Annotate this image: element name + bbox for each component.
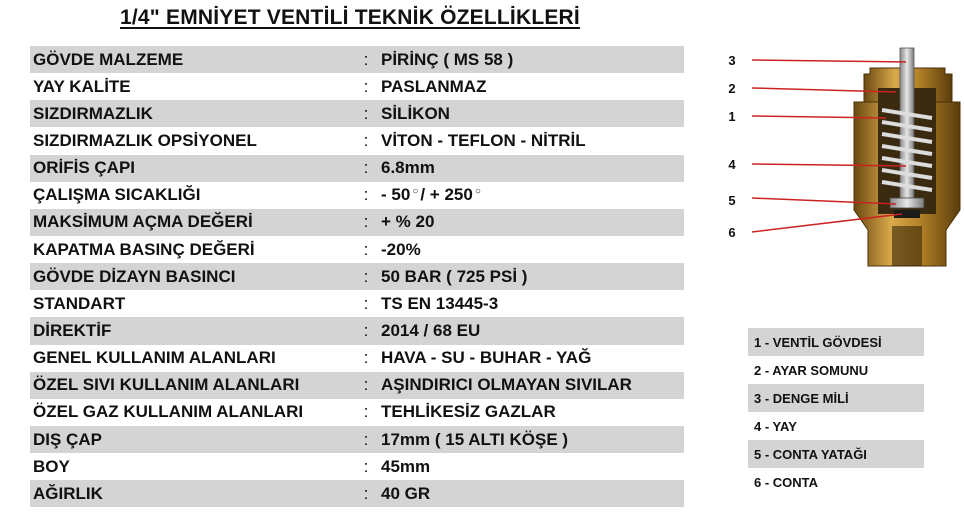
spec-label: STANDART: [33, 293, 126, 313]
spec-label: ÖZEL GAZ KULLANIM ALANLARI: [33, 402, 304, 422]
spec-row: [30, 345, 684, 372]
spec-separator: :: [363, 212, 369, 232]
spec-value: -20%: [381, 239, 421, 259]
valve-cutaway-diagram: [720, 40, 964, 280]
spec-separator: :: [363, 456, 369, 476]
temperature-max: / + 250: [420, 185, 473, 205]
spec-separator: :: [363, 266, 369, 286]
spec-separator: :: [363, 402, 369, 422]
spec-label: YAY KALİTE: [33, 76, 131, 96]
spec-row: [30, 480, 684, 507]
spec-separator: :: [363, 320, 369, 340]
spec-value: AŞINDIRICI OLMAYAN SIVILAR: [381, 375, 632, 395]
callout-label: 6: [728, 225, 736, 240]
spec-row: [30, 372, 684, 399]
spec-value: 50 BAR ( 725 PSİ ): [381, 266, 528, 286]
spec-row: [30, 236, 684, 263]
spec-row: [30, 100, 684, 127]
spec-value: 6.8mm: [381, 158, 435, 178]
spec-separator: :: [363, 76, 369, 96]
spec-label: ORİFİS ÇAPI: [33, 158, 136, 178]
spec-row: [30, 182, 684, 209]
degree-icon: ○: [412, 185, 419, 197]
callout-label: 3: [728, 53, 736, 68]
spec-separator: :: [363, 49, 369, 69]
spec-separator: :: [363, 293, 369, 313]
spec-value: TS EN 13445-3: [381, 293, 499, 313]
legend-item: 1 - VENTİL GÖVDESİ: [748, 328, 924, 356]
spec-label: ÇALIŞMA SICAKLIĞI: [33, 185, 201, 205]
spec-separator: :: [363, 185, 369, 205]
callout-label: 2: [728, 81, 736, 96]
spec-row: [30, 73, 684, 100]
temperature-min: - 50: [381, 185, 411, 205]
spec-row: [30, 426, 684, 453]
spec-value: SİLİKON: [381, 103, 450, 123]
spec-label: MAKSİMUM AÇMA DEĞERİ: [33, 212, 253, 232]
spec-separator: :: [363, 239, 369, 259]
spec-value: 17mm ( 15 ALTI KÖŞE ): [381, 429, 569, 449]
spec-value: VİTON - TEFLON - NİTRİL: [381, 130, 586, 150]
spec-label: BOY: [33, 456, 70, 476]
spec-value: 40 GR: [381, 483, 431, 503]
spec-label: GENEL KULLANIM ALANLARI: [33, 348, 276, 368]
spec-row: [30, 209, 684, 236]
spec-label: GÖVDE MALZEME: [33, 49, 184, 69]
spec-separator: :: [363, 429, 369, 449]
legend-item: 5 - CONTA YATAĞI: [748, 440, 924, 468]
legend-item: 4 - YAY: [748, 412, 924, 440]
spec-row: [30, 290, 684, 317]
legend-item: 6 - CONTA: [748, 468, 924, 496]
spec-label: ÖZEL SIVI KULLANIM ALANLARI: [33, 375, 300, 395]
degree-icon: ○: [474, 185, 481, 197]
spec-label: KAPATMA BASINÇ DEĞERİ: [33, 239, 255, 259]
spec-value: TEHLİKESİZ GAZLAR: [381, 402, 556, 422]
spec-row: [30, 263, 684, 290]
spec-row: [30, 127, 684, 154]
parts-legend: [748, 328, 924, 496]
callout-label: 5: [728, 193, 736, 208]
spec-row: [30, 453, 684, 480]
spec-value: 2014 / 68 EU: [381, 320, 481, 340]
callout-label: 1: [728, 109, 736, 124]
spec-value: 45mm: [381, 456, 431, 476]
spec-separator: :: [363, 483, 369, 503]
spec-value: HAVA - SU - BUHAR - YAĞ: [381, 348, 592, 368]
spec-row: [30, 399, 684, 426]
spec-row: [30, 46, 684, 73]
spec-label: DIŞ ÇAP: [33, 429, 102, 449]
spec-value: + % 20: [381, 212, 435, 232]
spec-value: PİRİNÇ ( MS 58 ): [381, 49, 514, 69]
page-title: 1/4" EMNİYET VENTİLİ TEKNİK ÖZELLİKLERİ: [120, 6, 580, 29]
spec-separator: :: [363, 158, 369, 178]
legend-item: 3 - DENGE MİLİ: [748, 384, 924, 412]
seal-seat-shape: [890, 198, 924, 208]
spec-label: AĞIRLIK: [33, 483, 103, 503]
spec-row: [30, 317, 684, 344]
spec-row: [30, 155, 684, 182]
spec-label: SIZDIRMAZLIK OPSİYONEL: [33, 130, 257, 150]
spec-separator: :: [363, 103, 369, 123]
spec-separator: :: [363, 348, 369, 368]
spec-label: GÖVDE DİZAYN BASINCI: [33, 266, 236, 286]
legend-item: 2 - AYAR SOMUNU: [748, 356, 924, 384]
callout-label: 4: [728, 157, 736, 172]
spec-separator: :: [363, 375, 369, 395]
spec-separator: :: [363, 130, 369, 150]
spec-table: [30, 46, 684, 507]
spec-value-temperature: [377, 185, 483, 205]
spec-label: SIZDIRMAZLIK: [33, 103, 153, 123]
spec-label: DİREKTİF: [33, 320, 112, 340]
outlet-bore-shape: [892, 226, 922, 266]
spec-value: PASLANMAZ: [381, 76, 487, 96]
